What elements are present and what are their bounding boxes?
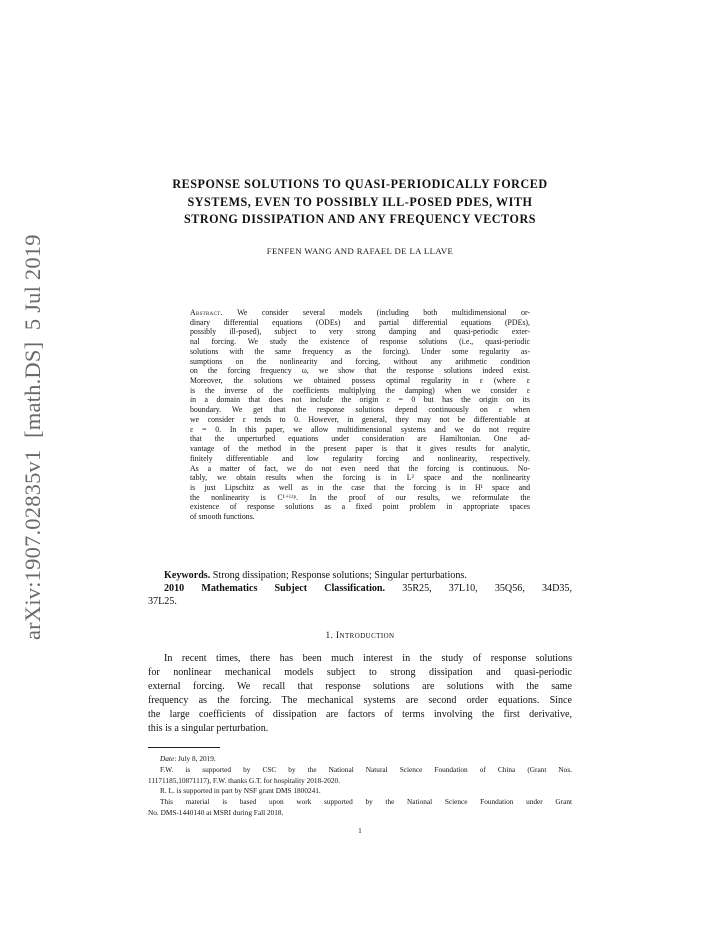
section-title: Introduction	[336, 631, 395, 641]
intro-line: frequency as the forcing. The mechanical systems are second order equations. Since	[148, 694, 572, 706]
abstract-line: we consider ε tends to 0. However, in general, they may not be differentiable at	[190, 414, 530, 424]
title-line: SYSTEMS, EVEN TO POSSIBLY ILL-POSED PDES, WITH	[187, 194, 533, 209]
footnote-line: 11171185,10871117), F.W. thanks G.T. for hospitality 2018-2020.	[148, 775, 341, 785]
footnote-rule	[148, 747, 220, 748]
abstract-line	[190, 308, 530, 318]
abstract-line: Moreover, the solutions we obtained possess optimal regularity in ε (where ε	[190, 376, 530, 386]
abstract-line: is the inverse of the coefficients multiplying the damping) when we consider ε	[190, 385, 530, 395]
keywords-line	[148, 569, 572, 582]
arxiv-stamp	[18, 230, 48, 640]
abstract-line: dinary differential equations (ODEs) and partial differential equations (PDEs),	[190, 317, 530, 327]
title-line: RESPONSE SOLUTIONS TO QUASI-PERIODICALLY FORCED	[172, 177, 548, 191]
msc-text: 35R25, 37L10, 35Q56, 34D35,	[402, 583, 572, 594]
abstract-line: in a domain that does not include the origin ε = 0 but has the origin on its	[190, 395, 530, 405]
section-heading	[148, 631, 572, 641]
abstract-line: ε = 0. In this paper, we allow multidimensional systems and we do not require	[190, 424, 530, 434]
date-value: : July 8, 2019.	[174, 754, 216, 763]
abstract-line: boundary. We get that the response solutions depend continuously on ε when	[190, 405, 530, 415]
abstract-line: the nonlinearity is C¹⁺ᴸⁱᵖ. In the proof of our results, we reformulate the	[190, 492, 530, 502]
intro-line: In recent times, there has been much interest in the study of response solutions	[164, 653, 572, 664]
keywords-text: Strong dissipation; Response solutions; Singular perturbations.	[212, 570, 467, 581]
footnote-line: F.W. is supported by CSC by the National Natural Science Foundation of China (Grant Nos.	[160, 764, 572, 774]
abstract-line: existence of response solutions as a fixed point problem in appropriate spaces	[190, 502, 530, 512]
footnote-line: This material is based upon work supported by the National Science Foundation under Grant	[160, 797, 572, 807]
abstract-label: Abstract.	[190, 308, 223, 317]
msc-label: 2010 Mathematics Subject Classification.	[164, 583, 386, 594]
abstract-line: is just Lipschitz as well as in the case that the forcing is in H¹ space and	[190, 482, 530, 492]
keywords-label: Keywords.	[164, 570, 211, 581]
abstract-line: solutions with the same frequency as the forcing). Under some regularity as-	[190, 346, 530, 356]
abstract-line: tably, we obtain results when the forcing is in L² space and the nonlinearity	[190, 473, 530, 483]
msc-line	[148, 582, 572, 595]
title-line: STRONG DISSIPATION AND ANY FREQUENCY VECTORS	[183, 212, 537, 226]
msc-line-cont: 37L25.	[148, 596, 177, 607]
footnote-line: No. DMS-1440140 at MSRI during Fall 2018.	[148, 807, 284, 817]
arxiv-stamp-svg	[18, 230, 48, 640]
abstract-line: finitely differentiable and low regularity forcing and nonlinearity, respectively.	[190, 453, 530, 463]
footnote-date	[148, 754, 572, 765]
paper-title	[130, 176, 590, 229]
intro-line: external forcing. We recall that response solutions are solutions with the same	[148, 680, 572, 692]
intro-line: the large coefficients of dissipation are factors of terms involving the first derivative,	[148, 708, 572, 720]
intro-line: for nonlinear mechanical models subject to strong dissipation and quasi-periodic	[148, 666, 572, 678]
abstract-line: vantage of the method in the present paper is that it gives results for analytic,	[190, 444, 530, 454]
page-number: 1	[358, 826, 362, 835]
abstract-line: possibly ill-posed), subject to very strong damping and quasi-periodic exter-	[190, 327, 530, 337]
abstract-line: on the forcing frequency ω, we show that the response solutions indeed exist.	[190, 366, 530, 376]
abstract-line: As a matter of fact, we do not even need that the forcing is continuous. No-	[190, 463, 530, 473]
footnotes	[148, 754, 572, 819]
abstract-line: sumptions on the nonlinearity and forcing, without any arithmetic condition	[190, 356, 530, 366]
keywords-block	[148, 569, 572, 608]
date-label: Date	[160, 754, 175, 763]
abstract-line: of smooth functions.	[190, 512, 255, 522]
abstract-text: We consider several models (including both multidimensional or-	[237, 308, 531, 317]
section-number: 1.	[325, 631, 334, 641]
abstract	[190, 308, 530, 522]
arxiv-stamp-text: arXiv:1907.02835v1 [math.DS] 5 Jul 2019	[20, 234, 45, 640]
authors: FENFEN WANG AND RAFAEL DE LA LLAVE	[266, 246, 454, 256]
abstract-line: nal forcing. We study the existence of response solutions (i.e., quasi-periodic	[190, 337, 530, 347]
intro-paragraph	[148, 652, 572, 735]
intro-line: this is a singular perturbation.	[148, 722, 269, 734]
abstract-line: that the unperturbed equations under consideration are Hamiltonian. One ad-	[190, 434, 530, 444]
footnote-line: R. L. is supported in part by NSF grant DMS 1800241.	[160, 786, 321, 796]
